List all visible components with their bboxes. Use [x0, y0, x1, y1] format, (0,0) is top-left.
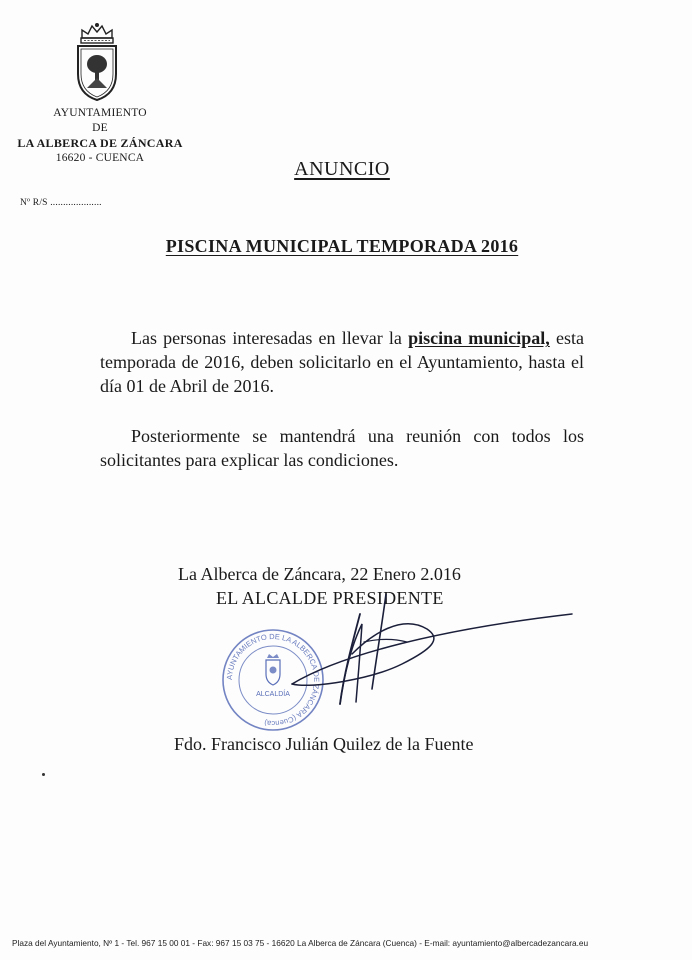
paragraph-1-emphasis: piscina municipal,	[408, 328, 550, 348]
paragraph-1-end: esta temporada de 2016, deben solicitarlo en el Ayuntamiento, hasta el día 01 de Abril de 2016.	[100, 328, 584, 396]
paragraph-1	[100, 326, 584, 398]
paragraph-2: Posteriormente se mantendrá una reunión con todos los solicitantes para explicar las condiciones.	[100, 426, 584, 470]
signer-name: Fdo. Francisco Julián Quilez de la Fuente	[174, 734, 474, 754]
scan-speck	[42, 773, 45, 776]
org-line-1: AYUNTAMIENTO	[53, 107, 147, 119]
coat-of-arms-icon	[72, 22, 122, 102]
handwritten-signature	[282, 594, 582, 714]
stamp-ring-text: AYUNTAMIENTO DE LA ALBERCA DE ZÁNCARA (Cuenca)	[224, 631, 322, 729]
paragraph-1-start: Las personas interesadas en llevar la	[131, 328, 409, 348]
org-name: LA ALBERCA DE ZÁNCARA	[17, 136, 183, 150]
stamp-center-text: ALCALDÍA	[256, 691, 290, 698]
signer-position: EL ALCALDE PRESIDENTE	[216, 588, 444, 608]
organization-block	[8, 106, 192, 166]
document-title: ANUNCIO	[294, 158, 390, 180]
footer-contact: Plaza del Ayuntamiento, Nº 1 - Tel. 967 15 00 01 - Fax: 967 15 03 75 - 16620 La Alberca de Záncara (Cuenca) - E-mail: ayuntamiento@albercadezancara.eu	[12, 938, 589, 948]
org-line-2: DE	[92, 122, 108, 134]
org-postal: 16620 - CUENCA	[55, 152, 145, 164]
announcement-heading: PISCINA MUNICIPAL TEMPORADA 2016	[165, 236, 519, 256]
reference-number: Nº R/S ....................	[20, 198, 102, 208]
place-date: La Alberca de Záncara, 22 Enero 2.016	[178, 564, 461, 584]
